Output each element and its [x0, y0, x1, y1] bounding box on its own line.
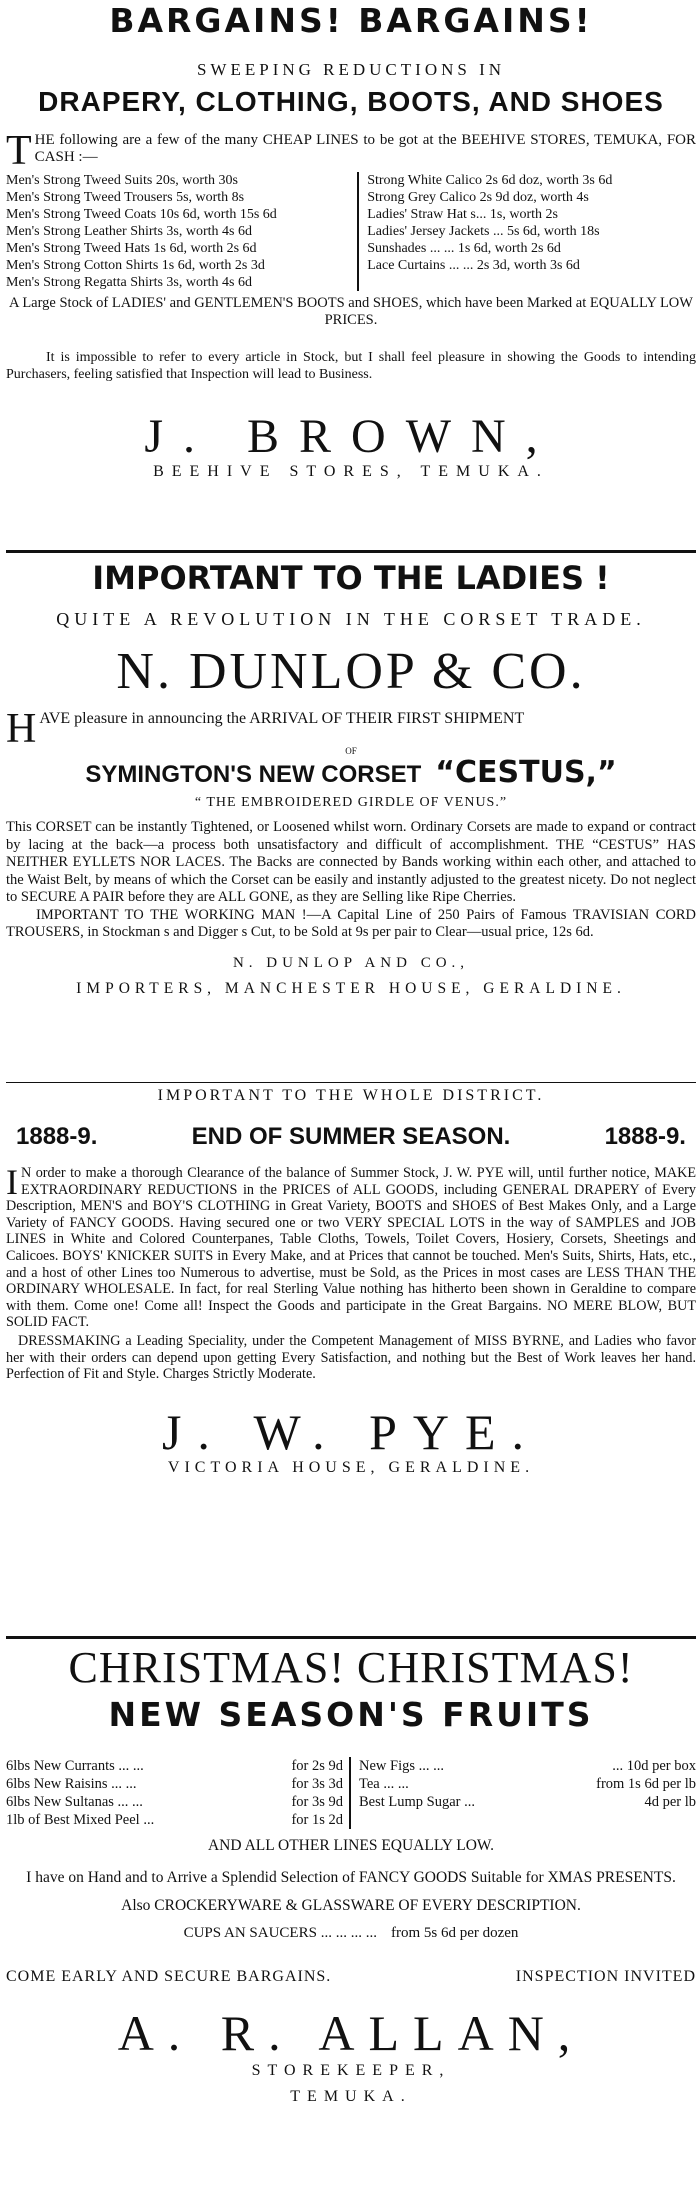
- item-price: ... 10d per box: [612, 1758, 696, 1774]
- list-item: [6, 1757, 343, 1775]
- ad2-product-name: SYMINGTON'S NEW CORSET: [85, 761, 422, 788]
- ad4-grocery-column: [351, 1757, 696, 1829]
- item-price: from 1s 6d per lb: [596, 1776, 696, 1792]
- ad1-address: BEEHIVE STORES, TEMUKA.: [153, 463, 549, 480]
- ad2-product-brand: “CESTUS,”: [435, 755, 617, 790]
- list-item: Ladies' Jersey Jackets ... 5s 6d, worth 18s: [367, 224, 600, 239]
- ad-beehive-stores: [6, 2, 696, 550]
- list-item: Sunshades ... ... 1s 6d, worth 2s 6d: [367, 241, 561, 256]
- ad4-cta-left: COME EARLY AND SECURE BARGAINS.: [6, 1968, 332, 1985]
- ad3-body: N order to make a thorough Clearance of the balance of Summer Stock, J. W. PYE will, until further notice, MAKE EXTRAORDINARY REDUCTIONS in the PRICES of ALL GOODS, including GENERAL DRAPERY of Every Description, MEN'S and BOY'S CLOTHING in Great Variety, BOOTS and SHOES of Best Makes Only, and a Large Variety of FANCY GOODS. Having secured one or two VERY SPECIAL LOTS in the way of SAMPLES and JOB LINES in White and Colored Counterpanes, Table Cloths, Towels, Toilet Covers, Hosiery, Corsets, Sheetings and Calicoes. BOYS' KNICKER SUITS in Every Make, and at Prices that cannot be touched. Men's Suits, Shirts, Hats, etc., and a host of other Lines too Numerous to advertise, must be Sold, as the Prices in most cases are LESS THAN THE ORDINARY WHOLESALE. In fact, for real Sterling Value nothing has hitherto been shown in Geraldine to compare with them. Come one! Come all! Inspect the Goods and participate in the Great Bargains. NO MERE BLOW, BUT SOLID FACT.: [6, 1165, 696, 1331]
- ad3-address: VICTORIA HOUSE, GERALDINE.: [167, 1458, 535, 1476]
- list-item: [6, 1775, 343, 1793]
- ad1-categories: DRAPERY, CLOTHING, BOOTS, AND SHOES: [38, 86, 664, 117]
- ad1-merchant-name: J. BROWN,: [144, 410, 558, 463]
- ad-dunlop-corsets: [6, 559, 696, 1082]
- list-item: [359, 1775, 696, 1793]
- divider: [6, 1082, 696, 1083]
- item-name: Tea ... ...: [359, 1776, 409, 1792]
- list-item: Men's Strong Tweed Hats 1s 6d, worth 2s 6d: [6, 241, 257, 256]
- ad4-headline: CHRISTMAS! CHRISTMAS!: [68, 1643, 634, 1692]
- ad4-all-lines: AND ALL OTHER LINES EQUALLY LOW.: [207, 1837, 495, 1854]
- item-name: 1lb of Best Mixed Peel ...: [6, 1812, 155, 1828]
- list-item: [359, 1757, 696, 1775]
- ad3-headline: IMPORTANT TO THE WHOLE DISTRICT.: [157, 1087, 545, 1104]
- ad1-body: It is impossible to refer to every article in Stock, but I shall feel pleasure in showing the Goods to intending Purchasers, feeling satisfied that Inspection will lead to Business.: [6, 350, 696, 382]
- ad2-intro: AVE pleasure in announcing the ARRIVAL OF THEIR FIRST SHIPMENT: [39, 710, 525, 727]
- item-price: 4d per lb: [644, 1794, 696, 1810]
- ad1-price-list: [6, 172, 696, 291]
- ad3-title: END OF SUMMER SEASON.: [191, 1123, 511, 1150]
- ad1-headline: BARGAINS! BARGAINS!: [109, 1, 593, 40]
- list-item: Men's Strong Regatta Shirts 3s, worth 4s 6d: [6, 275, 252, 290]
- ad4-price-list: [6, 1757, 696, 1829]
- item-name: 6lbs New Currants ... ...: [6, 1758, 144, 1774]
- ad2-body: This CORSET can be instantly Tightened, or Loosened whilst worn. Ordinary Corsets are made to expand or contract by lacing at the back—a process both unsatisfactory and difficult of accomplishment. THE “CESTUS” HAS NEITHER EYLLETS NOR LACES. The Backs are connected by Bands working within each other, and attached to the Waist Belt, by means of which the Corset can be easily and instantly adjusted to the greatest nicety. Do not neglect to SECURE A PAIR before they are ALL GONE, as they are Selling like Ripe Cherries.: [6, 819, 696, 905]
- ad1-stock-line: A Large Stock of LADIES' and GENTLEMEN'S BOOTS and SHOES, which have been Marked at EQUALLY LOW PRICES.: [9, 295, 693, 328]
- item-price: for 3s 3d: [291, 1776, 343, 1792]
- ad-allan-christmas: [6, 1643, 696, 2106]
- ad2-of: OF: [345, 746, 357, 756]
- item-name: Best Lump Sugar ...: [359, 1794, 475, 1810]
- item-price: for 1s 2d: [291, 1812, 343, 1828]
- list-item: Ladies' Straw Hat s... 1s, worth 2s: [367, 207, 558, 222]
- list-item: [6, 1793, 343, 1811]
- ad2-product: [6, 756, 696, 795]
- ad2-tagline: “ THE EMBROIDERED GIRDLE OF VENUS.”: [194, 795, 508, 810]
- ad2-headline: IMPORTANT TO THE LADIES !: [92, 559, 610, 597]
- item-name: 6lbs New Raisins ... ...: [6, 1776, 137, 1792]
- list-item: Men's Strong Leather Shirts 3s, worth 4s 6d: [6, 224, 252, 239]
- ad3-dropcap: I: [6, 1162, 18, 1202]
- list-item: Strong Grey Calico 2s 9d doz, worth 4s: [367, 190, 589, 205]
- item-name: New Figs ... ...: [359, 1758, 444, 1774]
- ad4-cups-price: from 5s 6d per dozen: [390, 1925, 519, 1941]
- list-item: Strong White Calico 2s 6d doz, worth 3s 6d: [367, 173, 613, 188]
- divider: [6, 1636, 696, 1639]
- ad2-workman-notice: IMPORTANT TO THE WORKING MAN !—A Capital Line of 250 Pairs of Famous TRAVISIAN CORD TROUSERS, in Stockman s and Digger s Cut, to be Sold at 9s per pair to Clear—usual price, 12s 6d.: [6, 906, 696, 940]
- ad1-intro: HE following are a few of the many CHEAP LINES to be got at the BEEHIVE STORES, TEMUKA, FOR CASH :—: [34, 132, 696, 165]
- ad2-dropcap: H: [6, 706, 37, 752]
- ad1-mens-column: [6, 172, 359, 291]
- ad2-address: IMPORTERS, MANCHESTER HOUSE, GERALDINE.: [76, 979, 626, 997]
- list-item: Men's Strong Cotton Shirts 1s 6d, worth 2s 3d: [6, 258, 265, 273]
- ad4-role: STOREKEEPER,: [251, 2062, 451, 2079]
- ad4-cta-right: INSPECTION INVITED: [515, 1968, 696, 1985]
- list-item: [6, 1811, 343, 1829]
- ad3-year-right: 1888-9.: [604, 1123, 686, 1150]
- item-price: for 3s 9d: [291, 1794, 343, 1810]
- ad1-household-column: [359, 172, 696, 291]
- ad4-fancy-goods: I have on Hand and to Arrive a Splendid Selection of FANCY GOODS Suitable for XMAS PRESENTS.: [26, 1869, 676, 1886]
- ad1-subheading: SWEEPING REDUCTIONS IN: [196, 60, 506, 79]
- ad4-cta-row: [6, 1968, 696, 1986]
- ad3-merchant-name: J. W. PYE.: [161, 1403, 541, 1460]
- ad3-dressmaking: DRESSMAKING a Leading Speciality, under the Competent Management of MISS BYRNE, and Ladies who favor her with their orders can depend upon getting Every Satisfaction, and nothing but the Best of Work leaves her hand. Perfection of Fit and Style. Charges Strictly Moderate.: [6, 1332, 696, 1383]
- ad4-town: TEMUKA.: [290, 2088, 412, 2105]
- list-item: Men's Strong Tweed Trousers 5s, worth 8s: [6, 190, 245, 205]
- list-item: Men's Strong Tweed Suits 20s, worth 30s: [6, 173, 238, 188]
- item-name: 6lbs New Sultanas ... ...: [6, 1794, 143, 1810]
- ad3-title-row: [6, 1123, 696, 1151]
- list-item: Men's Strong Tweed Coats 10s 6d, worth 15s 6d: [6, 207, 277, 222]
- ad4-cups-label: CUPS AN SAUCERS ... ... ... ...: [183, 1925, 377, 1941]
- ad4-crockery: Also CROCKERYWARE & GLASSWARE OF EVERY DESCRIPTION.: [121, 1897, 581, 1914]
- ad4-subheading: NEW SEASON'S FRUITS: [108, 1695, 594, 1734]
- divider: [6, 550, 696, 553]
- ad3-year-left: 1888-9.: [16, 1123, 98, 1150]
- ad4-fruit-column: [6, 1757, 351, 1829]
- ad4-merchant-name: A. R. ALLAN,: [117, 2005, 585, 2061]
- ad2-merchant-name: N. DUNLOP & CO.: [116, 643, 586, 700]
- ad-pye-summer-season: [6, 1087, 696, 1636]
- ad4-cups-row: [6, 1925, 696, 1942]
- item-price: for 2s 9d: [291, 1758, 343, 1774]
- ad2-subheading: QUITE A REVOLUTION IN THE CORSET TRADE.: [56, 609, 646, 629]
- list-item: [359, 1793, 696, 1811]
- list-item: Lace Curtains ... ... 2s 3d, worth 3s 6d: [367, 258, 580, 273]
- ad1-dropcap: T: [6, 128, 32, 174]
- ad2-signature: N. DUNLOP AND CO.,: [232, 954, 470, 971]
